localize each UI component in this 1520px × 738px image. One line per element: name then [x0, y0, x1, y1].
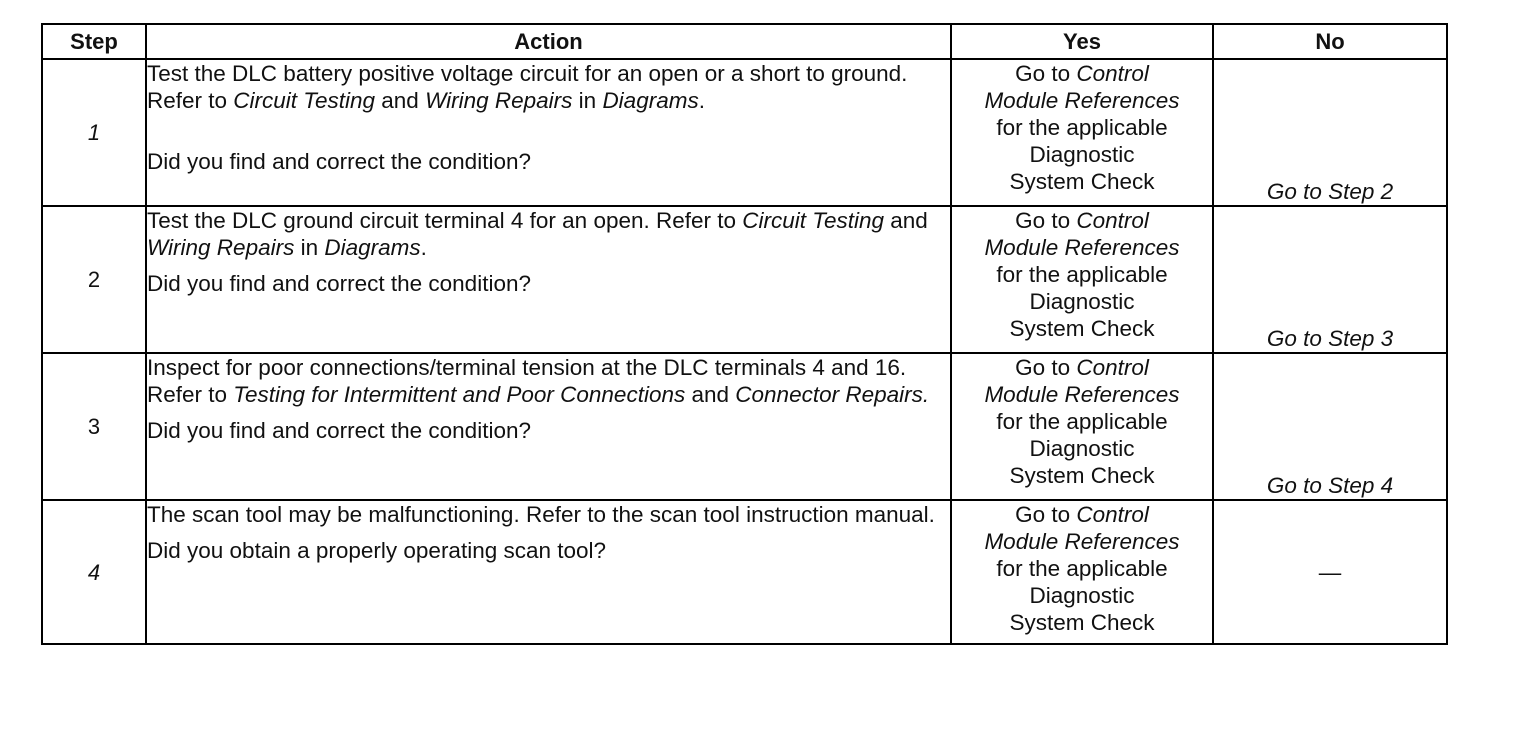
- header-step: Step: [42, 24, 146, 59]
- table-row: [42, 59, 1447, 206]
- no-cell: Go to Step 3: [1213, 206, 1447, 353]
- reference-link: Wiring Repairs: [425, 88, 573, 113]
- header-action: Action: [146, 24, 951, 59]
- action-question: Did you find and correct the condition?: [147, 418, 531, 443]
- table-row: [42, 206, 1447, 353]
- action-text: Inspect for poor connections/terminal tension at the DLC terminals 4 and 16. Refer to Testing for Intermittent and Poor Connections and Connector Repairs.: [147, 355, 930, 407]
- action-question: Did you find and correct the condition?: [147, 271, 531, 296]
- step-number: 4: [42, 500, 146, 644]
- action-question: Did you find and correct the condition?: [147, 149, 531, 174]
- reference-link: Control: [1076, 208, 1149, 233]
- no-cell: —: [1213, 500, 1447, 644]
- reference-link: Control: [1076, 61, 1149, 86]
- action-cell: [146, 353, 951, 500]
- table-row: [42, 500, 1447, 644]
- yes-cell: Go to Control Module References for the applicable Diagnostic System Check: [951, 500, 1213, 644]
- header-no: No: [1213, 24, 1447, 59]
- diagnostic-table: [41, 23, 1448, 645]
- yes-cell: Go to Control Module References for the applicable Diagnostic System Check: [951, 59, 1213, 206]
- action-text: Test the DLC ground circuit terminal 4 for an open. Refer to Circuit Testing and Wiring Repairs in Diagrams.: [147, 208, 928, 260]
- reference-link: Diagrams: [324, 235, 421, 260]
- table-header: [42, 24, 1447, 59]
- reference-link: Testing for Intermittent and Poor Connections: [233, 382, 686, 407]
- step-number: 2: [42, 206, 146, 353]
- action-cell: [146, 206, 951, 353]
- reference-link: Circuit Testing: [233, 88, 376, 113]
- table-row: [42, 353, 1447, 500]
- step-number: 1: [42, 59, 146, 206]
- reference-link: Module References: [984, 382, 1180, 407]
- reference-link: Module References: [984, 235, 1180, 260]
- yes-cell: Go to Control Module References for the applicable Diagnostic System Check: [951, 206, 1213, 353]
- reference-link: Control: [1076, 502, 1149, 527]
- no-cell: Go to Step 4: [1213, 353, 1447, 500]
- no-cell: Go to Step 2: [1213, 59, 1447, 206]
- action-text: Test the DLC battery positive voltage circuit for an open or a short to ground. Refer to Circuit Testing and Wiring Repairs in Diagrams.: [147, 61, 908, 113]
- reference-link: Module References: [984, 88, 1180, 113]
- action-text: The scan tool may be malfunctioning. Refer to the scan tool instruction manual.: [147, 502, 935, 527]
- action-cell: [146, 500, 951, 644]
- reference-link: Module References: [984, 529, 1180, 554]
- reference-link: Control: [1076, 355, 1149, 380]
- step-number: 3: [42, 353, 146, 500]
- reference-link: Connector Repairs.: [735, 382, 930, 407]
- yes-cell: Go to Control Module References for the applicable Diagnostic System Check: [951, 353, 1213, 500]
- header-yes: Yes: [951, 24, 1213, 59]
- action-question: Did you obtain a properly operating scan tool?: [147, 538, 607, 563]
- reference-link: Diagrams: [602, 88, 699, 113]
- header-row: [42, 24, 1447, 59]
- reference-link: Circuit Testing: [742, 208, 885, 233]
- reference-link: Wiring Repairs: [147, 235, 295, 260]
- action-cell: [146, 59, 951, 206]
- table-body: [42, 59, 1447, 644]
